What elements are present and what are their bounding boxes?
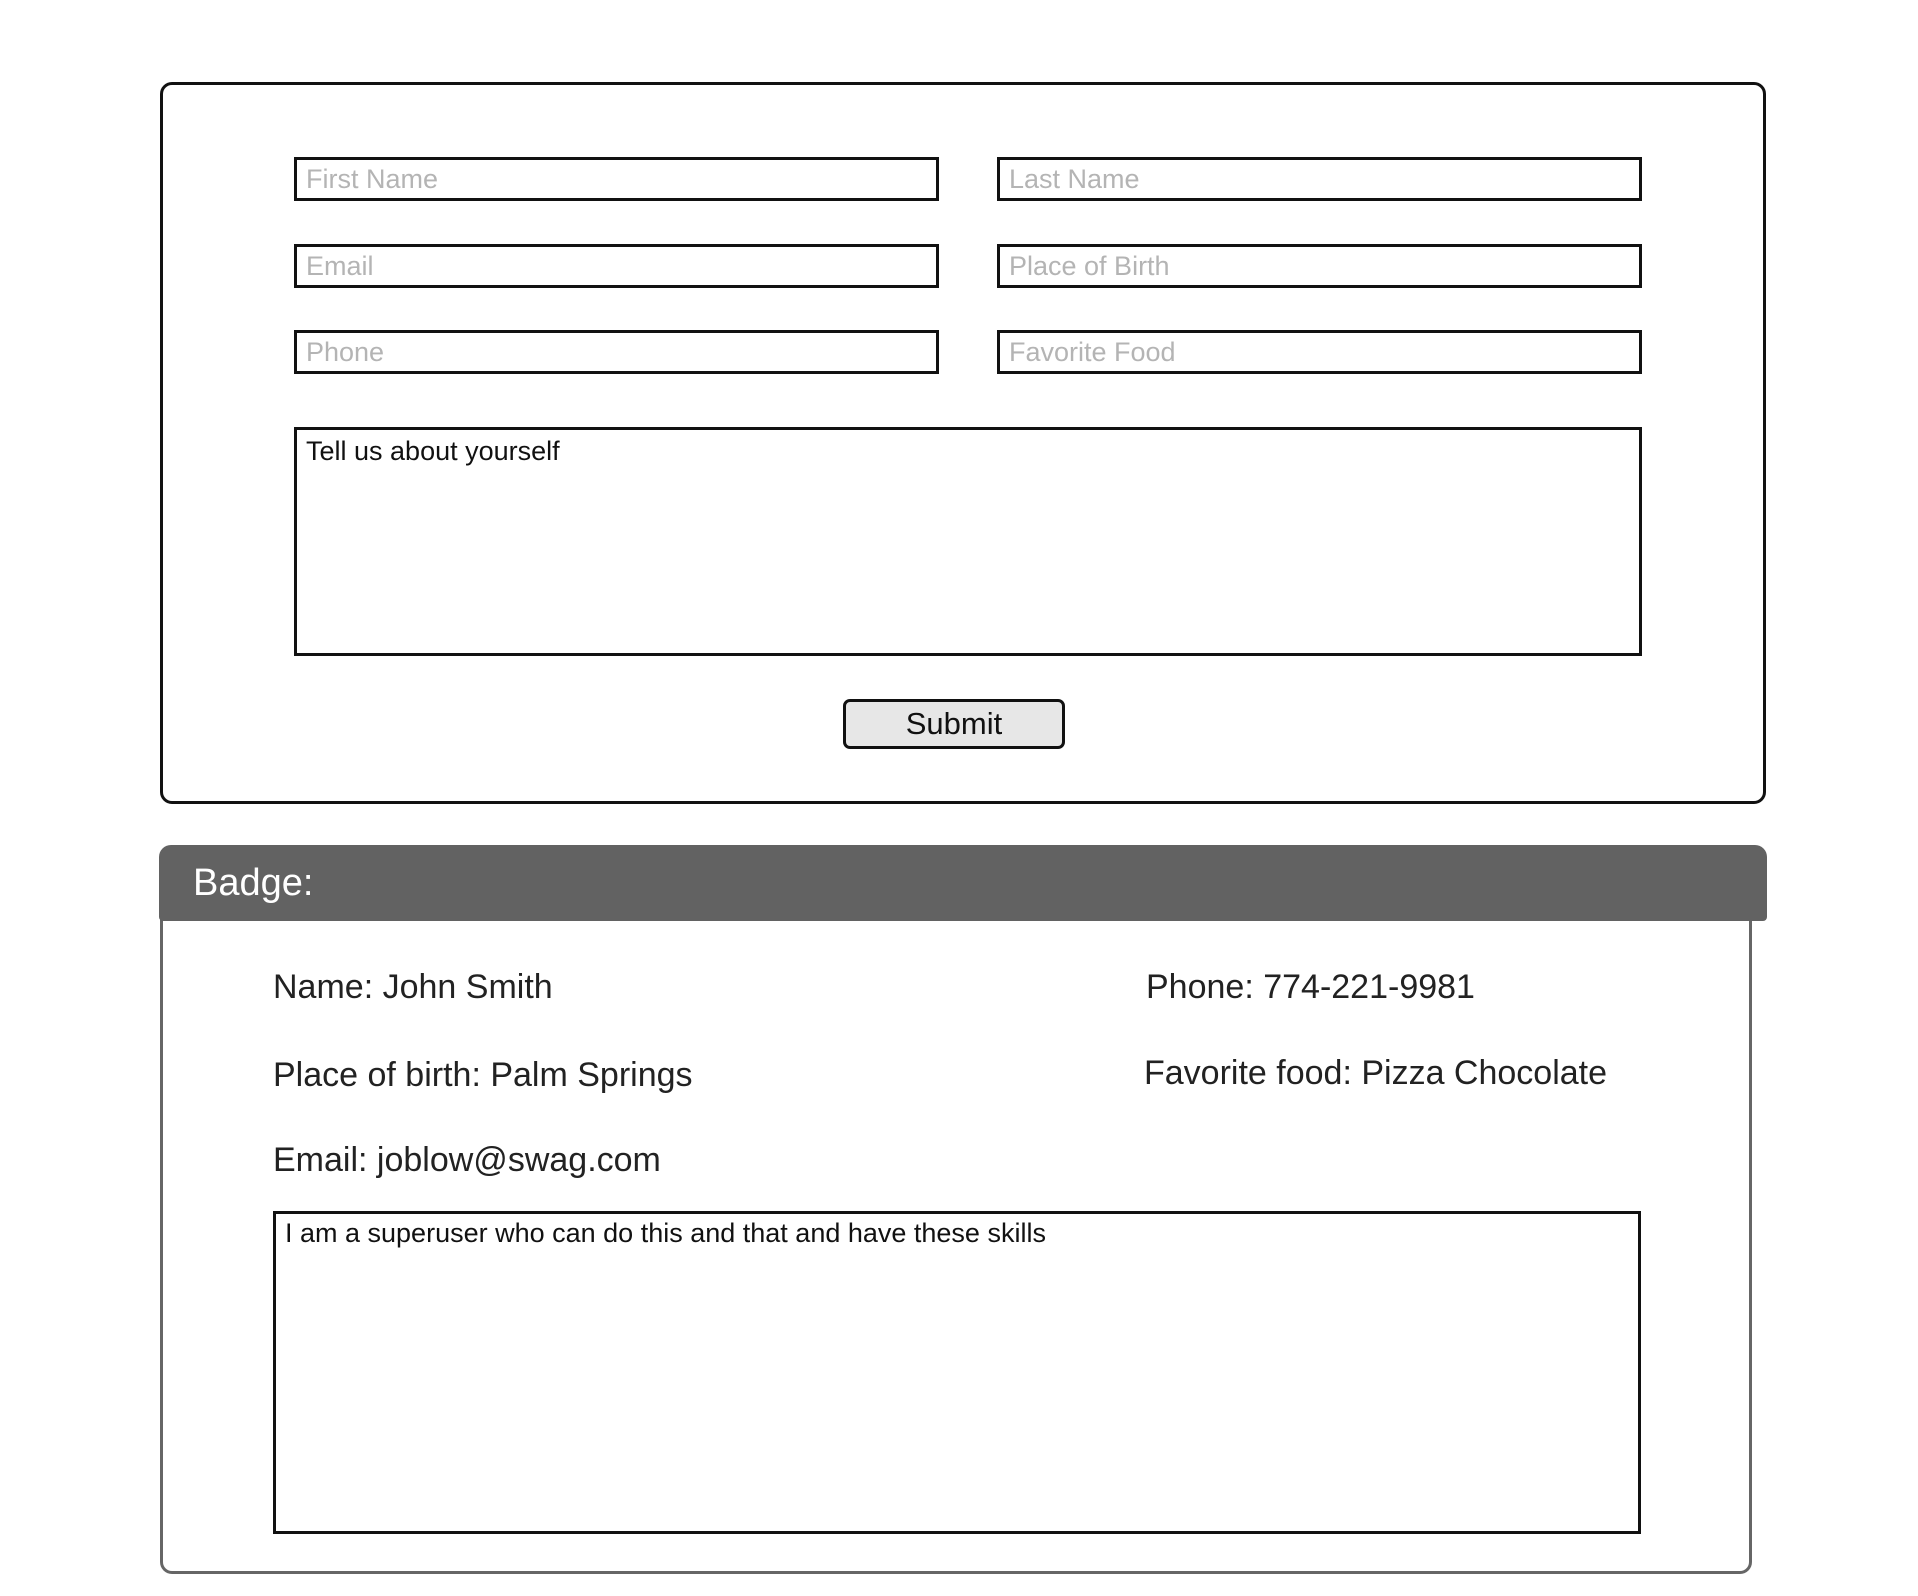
phone-input[interactable] <box>294 330 939 374</box>
badge-card <box>160 905 1752 1574</box>
badge-phone <box>1146 968 1475 1007</box>
badge-favorite-food <box>1144 1054 1607 1093</box>
badge-place-label: Place of birth: <box>273 1056 481 1094</box>
first-name-input[interactable] <box>294 157 939 201</box>
badge-email-label: Email: <box>273 1141 368 1179</box>
badge-title: Badge: <box>193 862 314 904</box>
badge-food-label: Favorite food: <box>1144 1054 1352 1092</box>
about-textarea[interactable] <box>294 427 1642 656</box>
last-name-input[interactable] <box>997 157 1642 201</box>
badge-food-value: Pizza Chocolate <box>1361 1054 1608 1092</box>
favorite-food-input[interactable] <box>997 330 1642 374</box>
badge-email-value: joblow@swag.com <box>376 1141 661 1179</box>
badge-bio: I am a superuser who can do this and that and have these skills <box>273 1211 1641 1534</box>
badge-place-value: Palm Springs <box>490 1056 693 1094</box>
badge-email <box>273 1141 661 1180</box>
badge-phone-label: Phone: <box>1146 968 1254 1006</box>
badge-phone-value: 774-221-9981 <box>1263 968 1475 1006</box>
badge-place-of-birth <box>273 1056 693 1095</box>
profile-form <box>160 82 1766 804</box>
badge-name-label: Name: <box>273 968 374 1006</box>
submit-button[interactable]: Submit <box>843 699 1065 749</box>
place-of-birth-input[interactable] <box>997 244 1642 288</box>
badge-name <box>273 968 553 1007</box>
badge-header <box>159 845 1767 921</box>
email-input[interactable] <box>294 244 939 288</box>
badge-name-value: John Smith <box>382 968 553 1006</box>
